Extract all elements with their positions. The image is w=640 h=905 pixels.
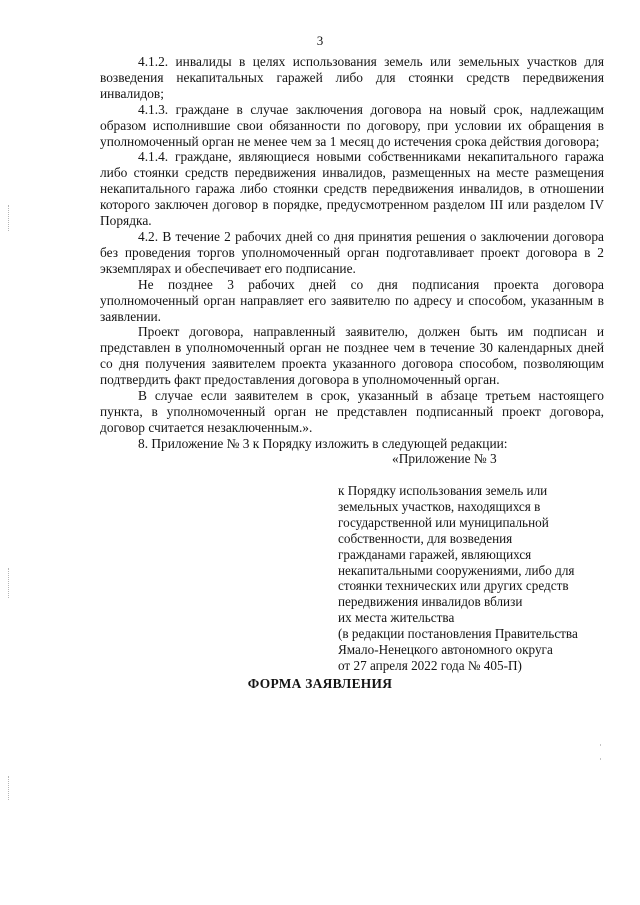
appendix-line: некапитальными сооружениями, либо для — [338, 562, 575, 578]
form-title: ФОРМА ЗАЯВЛЕНИЯ — [247, 676, 393, 691]
paragraph-item-8: 8. Приложение № 3 к Порядку изложить в следующей редакции: — [138, 435, 508, 451]
appendix-heading: «Приложение № 3 — [392, 451, 497, 466]
scan-margin-mark — [8, 205, 10, 231]
scan-margin-mark — [8, 568, 10, 598]
appendix-line: собственности, для возведения — [338, 530, 513, 546]
appendix-line: гражданами гаражей, являющихся — [338, 546, 532, 562]
scan-speck — [600, 744, 601, 746]
body-text — [100, 54, 604, 452]
paragraph-4-1-2: 4.1.2. инвалиды в целях использования земель или земельных участков для возведения некапитальных гаражей либо для стоянки средств передвижения инвалидов; — [100, 54, 604, 101]
paragraph-4-2: 4.2. В течение 2 рабочих дней со дня принятия решения о заключении договора без проведения торгов уполномоченный орган подготавливает проект договора в 2 экземплярах и обеспечивает его подписание. — [100, 228, 604, 276]
appendix-line: (в редакции постановления Правительства — [338, 626, 578, 642]
scan-margin-mark — [8, 776, 10, 800]
paragraph-4-1-3: 4.1.3. граждане в случае заключения договора на новый срок, надлежащим образом исполнившие свои обязанности по договору, при условии их обращения в уполномоченный орган не менее чем за 1 месяц до истечения срока действия договора; — [100, 101, 604, 149]
appendix-line: их места жительства — [338, 610, 455, 626]
appendix-line: Ямало-Ненецкого автономного округа — [338, 642, 553, 658]
appendix-line: к Порядку использования земель или — [338, 483, 548, 498]
page-number: 3 — [316, 33, 324, 48]
paragraph-contract-draft: Проект договора, направленный заявителю, должен быть им подписан и представлен в уполномоченный орган не позднее чем в течение 30 календарных дней со дня получения заявителем проекта указанного договора способом, позволяющим подтвердить факт предоставления договора в уполномоченный орган. — [100, 324, 604, 388]
appendix-reference — [338, 483, 618, 674]
appendix-line: передвижения инвалидов вблизи — [338, 594, 523, 610]
appendix-line: стоянки технических или других средств — [338, 578, 569, 594]
appendix-line: государственной или муниципальной — [338, 514, 549, 530]
appendix-line: от 27 апреля 2022 года № 405-П) — [338, 657, 522, 673]
scan-speck — [600, 758, 601, 760]
paragraph-4-1-4: 4.1.4. граждане, являющиеся новыми собственниками некапитального гаража либо стоянки средств передвижения инвалидов, размещенных на месте размещения некапитального гаража либо стоянки средств передвижения инвалидов, в отношении которого заключен договор в порядке, предусмотренном разделом III или разделом IV Порядка. — [100, 149, 604, 229]
appendix-line: земельных участков, находящихся в — [338, 498, 541, 514]
paragraph-not-concluded: В случае если заявителем в срок, указанный в абзаце третьем настоящего пункта, в уполномоченный орган не представлен подписанный проект договора, договор считается незаключенным.». — [100, 388, 604, 435]
paragraph-deadline: Не позднее 3 рабочих дней со дня подписания проекта договора уполномоченный орган направляет его заявителю по адресу и способом, указанным в заявлении. — [100, 276, 604, 324]
